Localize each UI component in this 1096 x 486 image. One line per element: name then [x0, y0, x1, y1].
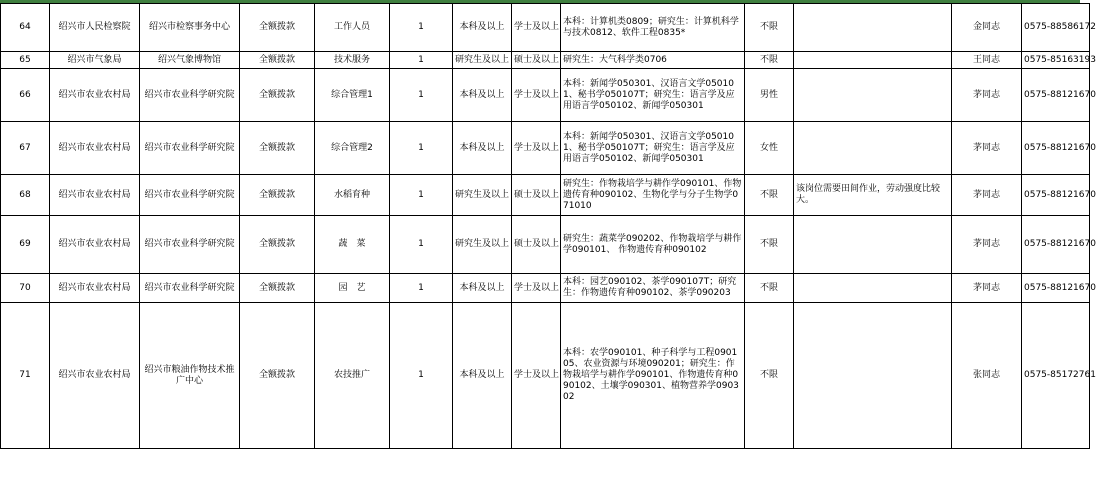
education-cell: 本科及以上	[453, 274, 512, 303]
phone-cell: 0575-85163193	[1022, 52, 1090, 69]
major-requirement-cell: 本科：园艺090102、茶学090107T；研究生：作物遗传育种090102、茶学090203	[561, 274, 745, 303]
recruitment-table	[0, 3, 1096, 449]
remarks-cell	[794, 52, 952, 69]
phone-cell: 0575-88121670	[1022, 175, 1090, 216]
table-row	[1, 4, 1090, 52]
remarks-cell: 该岗位需要田间作业，劳动强度比较大。	[794, 175, 952, 216]
department-cell: 绍兴市人民检察院	[50, 4, 140, 52]
contact-person-cell: 茅同志	[952, 274, 1022, 303]
table-row	[1, 69, 1090, 122]
recruiting-unit-cell: 绍兴市农业科学研究院	[140, 274, 240, 303]
funding-type-cell: 全额拨款	[240, 4, 315, 52]
position-name-cell: 农技推广	[315, 303, 390, 449]
funding-type-cell: 全额拨款	[240, 122, 315, 175]
major-requirement-cell: 本科：农学090101、种子科学与工程090105、农业资源与环境090201；研究生：作物栽培学与耕作学090101、作物遗传育种090102、土壤学090301、植物营养学090302	[561, 303, 745, 449]
phone-cell: 0575-88121670	[1022, 69, 1090, 122]
gender-cell: 不限	[745, 303, 794, 449]
table-row	[1, 274, 1090, 303]
phone-cell: 0575-88586172	[1022, 4, 1090, 52]
row-number-cell: 70	[1, 274, 50, 303]
degree-cell: 硕士及以上	[512, 175, 561, 216]
recruiting-unit-cell: 绍兴市农业科学研究院	[140, 122, 240, 175]
contact-person-cell: 茅同志	[952, 175, 1022, 216]
headcount-cell: 1	[390, 52, 453, 69]
contact-person-cell: 张同志	[952, 303, 1022, 449]
headcount-cell: 1	[390, 69, 453, 122]
table-row	[1, 175, 1090, 216]
phone-cell: 0575-88121670	[1022, 122, 1090, 175]
row-number-cell: 66	[1, 69, 50, 122]
department-cell: 绍兴市气象局	[50, 52, 140, 69]
remarks-cell	[794, 216, 952, 274]
headcount-cell: 1	[390, 122, 453, 175]
headcount-cell: 1	[390, 4, 453, 52]
major-requirement-cell: 本科：计算机类0809；研究生：计算机科学与技术0812、软件工程0835*	[561, 4, 745, 52]
funding-type-cell: 全额拨款	[240, 303, 315, 449]
recruiting-unit-cell: 绍兴市农业科学研究院	[140, 216, 240, 274]
department-cell: 绍兴市农业农村局	[50, 274, 140, 303]
remarks-cell	[794, 274, 952, 303]
table-row	[1, 303, 1090, 449]
row-number-cell: 69	[1, 216, 50, 274]
gender-cell: 不限	[745, 216, 794, 274]
major-requirement-cell: 研究生：蔬菜学090202、作物栽培学与耕作学090101、 作物遗传育种090102	[561, 216, 745, 274]
remarks-cell	[794, 303, 952, 449]
position-name-cell: 综合管理1	[315, 69, 390, 122]
education-cell: 本科及以上	[453, 4, 512, 52]
education-cell: 本科及以上	[453, 303, 512, 449]
degree-cell: 学士及以上	[512, 4, 561, 52]
row-number-cell: 65	[1, 52, 50, 69]
position-name-cell: 蔬 菜	[315, 216, 390, 274]
row-number-cell: 68	[1, 175, 50, 216]
gender-cell: 不限	[745, 274, 794, 303]
headcount-cell: 1	[390, 274, 453, 303]
remarks-cell	[794, 69, 952, 122]
phone-cell: 0575-85172761	[1022, 303, 1090, 449]
row-number-cell: 71	[1, 303, 50, 449]
major-requirement-cell: 本科：新闻学050301、汉语言文学050101、秘书学050107T；研究生：语言学及应用语言学050102、新闻学050301	[561, 69, 745, 122]
remarks-cell	[794, 4, 952, 52]
recruiting-unit-cell: 绍兴市检察事务中心	[140, 4, 240, 52]
position-name-cell: 工作人员	[315, 4, 390, 52]
gender-cell: 不限	[745, 52, 794, 69]
department-cell: 绍兴市农业农村局	[50, 175, 140, 216]
headcount-cell: 1	[390, 175, 453, 216]
education-cell: 研究生及以上	[453, 175, 512, 216]
contact-person-cell: 茅同志	[952, 122, 1022, 175]
contact-person-cell: 茅同志	[952, 69, 1022, 122]
position-name-cell: 技术服务	[315, 52, 390, 69]
row-number-cell: 67	[1, 122, 50, 175]
degree-cell: 学士及以上	[512, 303, 561, 449]
major-requirement-cell: 研究生：大气科学类0706	[561, 52, 745, 69]
department-cell: 绍兴市农业农村局	[50, 122, 140, 175]
degree-cell: 学士及以上	[512, 69, 561, 122]
department-cell: 绍兴市农业农村局	[50, 303, 140, 449]
phone-cell: 0575-88121670	[1022, 274, 1090, 303]
gender-cell: 男性	[745, 69, 794, 122]
position-name-cell: 园 艺	[315, 274, 390, 303]
contact-person-cell: 金同志	[952, 4, 1022, 52]
funding-type-cell: 全额拨款	[240, 52, 315, 69]
education-cell: 研究生及以上	[453, 52, 512, 69]
funding-type-cell: 全额拨款	[240, 274, 315, 303]
position-name-cell: 综合管理2	[315, 122, 390, 175]
degree-cell: 硕士及以上	[512, 52, 561, 69]
position-name-cell: 水稻育种	[315, 175, 390, 216]
recruiting-unit-cell: 绍兴市粮油作物技术推广中心	[140, 303, 240, 449]
degree-cell: 学士及以上	[512, 122, 561, 175]
funding-type-cell: 全额拨款	[240, 69, 315, 122]
contact-person-cell: 茅同志	[952, 216, 1022, 274]
row-number-cell: 64	[1, 4, 50, 52]
headcount-cell: 1	[390, 216, 453, 274]
funding-type-cell: 全额拨款	[240, 216, 315, 274]
recruiting-unit-cell: 绍兴市农业科学研究院	[140, 175, 240, 216]
funding-type-cell: 全额拨款	[240, 175, 315, 216]
education-cell: 研究生及以上	[453, 216, 512, 274]
recruiting-unit-cell: 绍兴市农业科学研究院	[140, 69, 240, 122]
table-row	[1, 52, 1090, 69]
gender-cell: 女性	[745, 122, 794, 175]
headcount-cell: 1	[390, 303, 453, 449]
major-requirement-cell: 本科：新闻学050301、汉语言文学050101、秘书学050107T；研究生：语言学及应用语言学050102、新闻学050301	[561, 122, 745, 175]
gender-cell: 不限	[745, 175, 794, 216]
gender-cell: 不限	[745, 4, 794, 52]
remarks-cell	[794, 122, 952, 175]
department-cell: 绍兴市农业农村局	[50, 69, 140, 122]
phone-cell: 0575-88121670	[1022, 216, 1090, 274]
degree-cell: 硕士及以上	[512, 216, 561, 274]
degree-cell: 学士及以上	[512, 274, 561, 303]
major-requirement-cell: 研究生：作物栽培学与耕作学090101、作物遗传育种090102、生物化学与分子生物学071010	[561, 175, 745, 216]
education-cell: 本科及以上	[453, 122, 512, 175]
education-cell: 本科及以上	[453, 69, 512, 122]
department-cell: 绍兴市农业农村局	[50, 216, 140, 274]
table-body	[1, 4, 1096, 449]
table-row	[1, 216, 1090, 274]
table-row	[1, 122, 1090, 175]
recruiting-unit-cell: 绍兴气象博物馆	[140, 52, 240, 69]
contact-person-cell: 王同志	[952, 52, 1022, 69]
